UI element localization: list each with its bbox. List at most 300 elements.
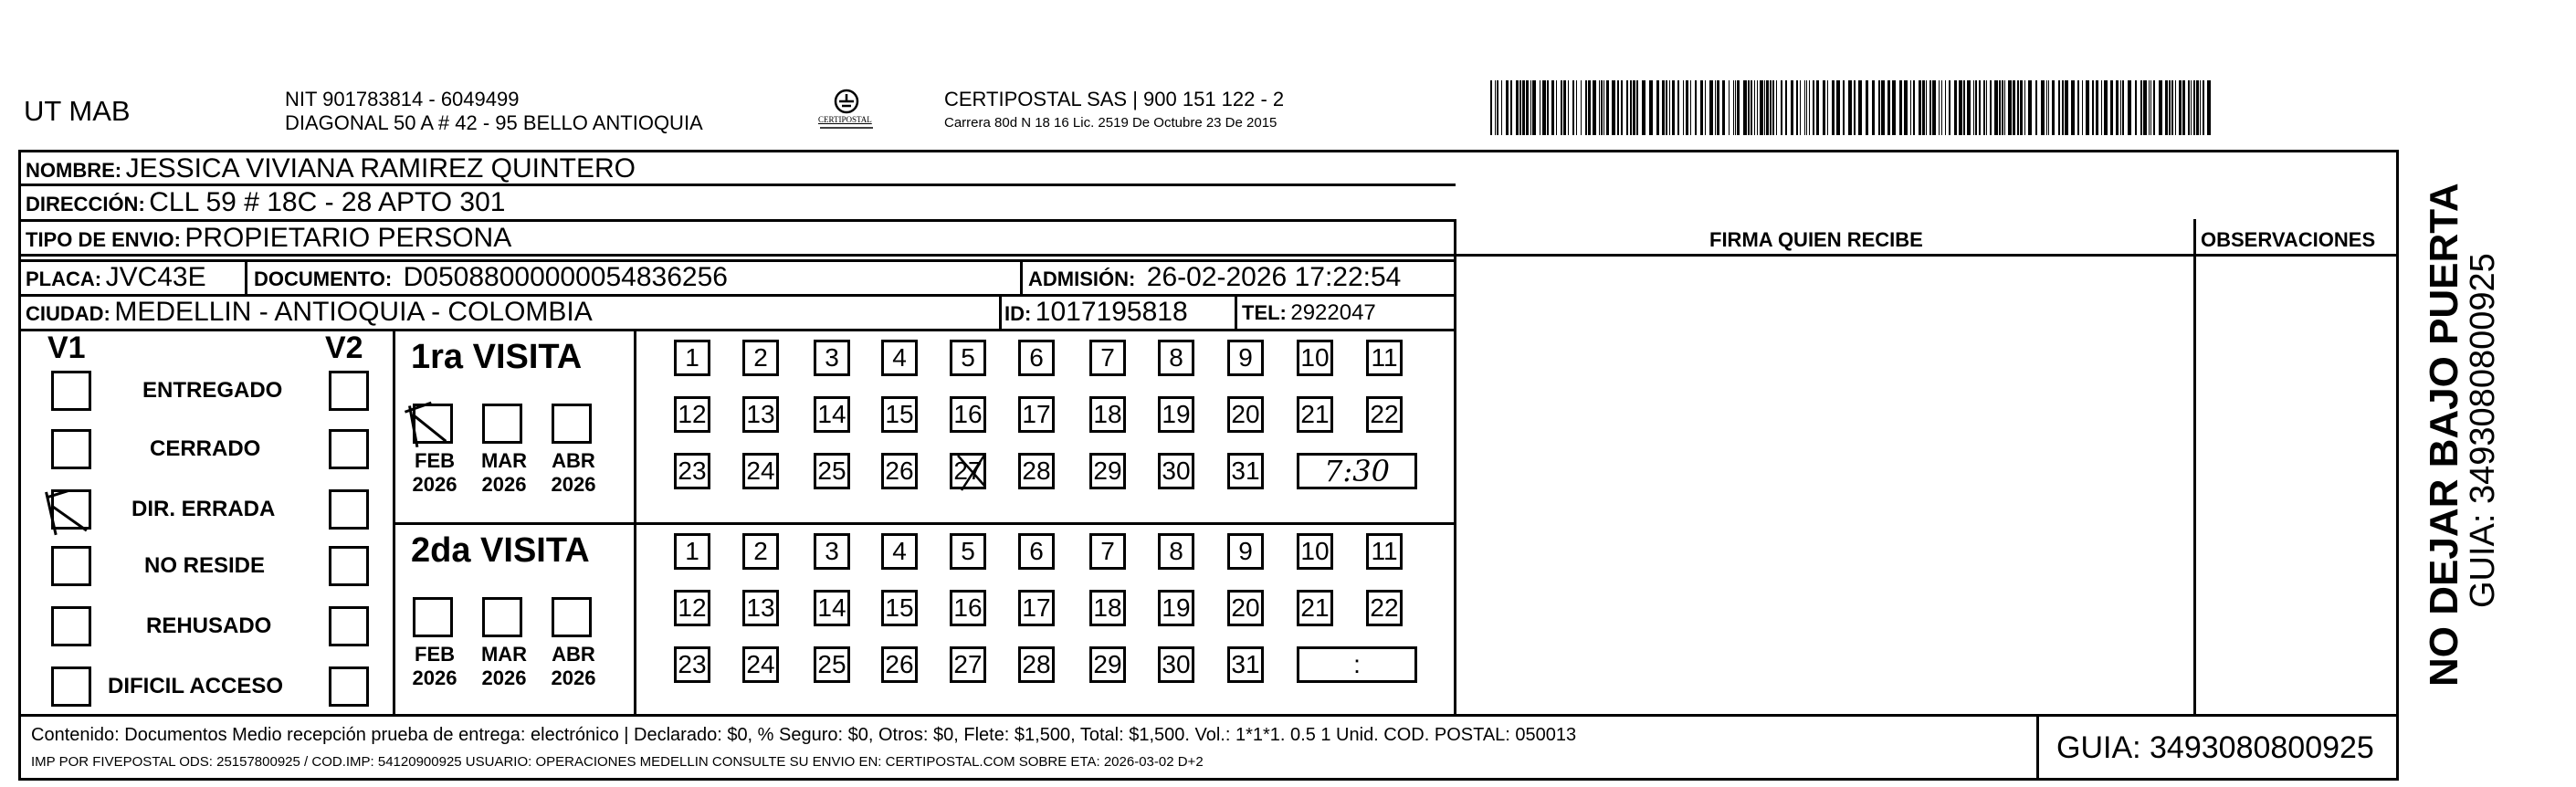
visit2-day-27[interactable]: 27 [950, 646, 986, 683]
barcode-bar [1913, 80, 1915, 135]
barcode-bar [1519, 80, 1521, 135]
month-name: ABR [552, 449, 595, 472]
month-year: 2026 [551, 473, 596, 496]
rule [393, 329, 395, 717]
carrier-name: CERTIPOSTAL SAS | 900 151 122 - 2 [944, 88, 1285, 110]
barcode-bar [1878, 80, 1880, 135]
visit2-day-3[interactable]: 3 [814, 533, 850, 570]
status-option-label: DIR. ERRADA [131, 497, 276, 521]
barcode-bar [1656, 80, 1659, 135]
barcode-bar [1932, 80, 1936, 135]
barcode-bar [1929, 80, 1931, 135]
barcode-bar [1751, 80, 1752, 135]
barcode-bar [1700, 80, 1703, 135]
visit2-day-26[interactable]: 26 [881, 646, 918, 683]
barcode-bar [1626, 80, 1628, 135]
barcode-bar [1669, 80, 1670, 135]
footer-guide: GUIA: 3493080800925 [2056, 730, 2374, 765]
visit2-day-1[interactable]: 1 [674, 533, 710, 570]
carrier-license: Carrera 80d N 18 16 Lic. 2519 De Octubre 23 De 2015 [944, 115, 1277, 131]
visit1-day-17[interactable]: 17 [1018, 396, 1055, 433]
barcode-bar [2048, 80, 2049, 135]
visit2-day-16[interactable]: 16 [950, 590, 986, 626]
visit2-day-11[interactable]: 11 [1366, 533, 1403, 570]
visit2-day-29[interactable]: 29 [1089, 646, 1126, 683]
rule [2036, 714, 2039, 781]
visit1-month-label [477, 449, 531, 497]
visit1-day-12[interactable]: 12 [674, 396, 710, 433]
barcode-bar [1872, 80, 1875, 135]
barcode-bar [1796, 80, 1798, 135]
document-field [254, 262, 728, 293]
barcode-bar [2082, 80, 2083, 135]
barcode-bar [1547, 80, 1549, 135]
v2-checkbox-rehusado[interactable] [329, 606, 369, 646]
visit2-day-8[interactable]: 8 [1158, 533, 1194, 570]
side-warning: NO DEJAR BAJO PUERTA [2422, 183, 2466, 687]
barcode-bar [1733, 80, 1734, 135]
visit2-month-label [407, 643, 462, 690]
barcode-bar [1813, 80, 1814, 135]
barcode-bar [1772, 80, 1774, 135]
type-value: PROPIETARIO PERSONA [184, 223, 512, 253]
signature-area[interactable] [1457, 257, 2192, 712]
visit2-day-2[interactable]: 2 [742, 533, 779, 570]
visit2-day-19[interactable]: 19 [1158, 590, 1194, 626]
barcode-bar [1686, 80, 1688, 135]
v1-checkbox-entregado[interactable] [51, 371, 91, 411]
name-label: NOMBRE: [26, 159, 122, 182]
barcode-bar [2143, 80, 2147, 135]
barcode-bar [1599, 80, 1600, 135]
month-year: 2026 [481, 666, 527, 689]
visit1-time-box[interactable]: 7:30 [1297, 453, 1417, 489]
visit1-day-16[interactable]: 16 [950, 396, 986, 433]
visit2-day-10[interactable]: 10 [1297, 533, 1333, 570]
barcode-bar [1715, 80, 1716, 135]
check-mark-icon [400, 397, 454, 455]
barcode-bar [2179, 80, 2182, 135]
barcode-bar [1526, 80, 1529, 135]
visit2-day-5[interactable]: 5 [950, 533, 986, 570]
footer-content: Contenido: Documentos Medio recepción prueba de entrega: electrónico | Declarado: $0, % Seguro: $0, Otros: $0, Flete: $1,500, Total: $1,500. Vol.: 1*1*1. 0.5 1 Unid. COD. POSTAL: 050013 [31, 725, 1577, 745]
month-year: 2026 [481, 473, 527, 496]
barcode-bar [1556, 80, 1557, 135]
visit1-day-4[interactable]: 4 [881, 340, 918, 376]
barcode-bar [1963, 80, 1965, 135]
rule [18, 150, 2398, 152]
v1-dir-errada-check-mark [40, 483, 93, 543]
visit1-day-26[interactable]: 26 [881, 453, 918, 489]
v2-checkbox-entregado[interactable] [329, 371, 369, 411]
barcode-bar [2035, 80, 2037, 135]
footer-imp: IMP POR FIVEPOSTAL ODS: 25157800925 / COD.IMP: 54120900925 USUARIO: OPERACIONES MEDELLIN CONSULTE SU ENVIO EN: CERTIPOSTAL.COM SOBRE ETA: 2026-03-02 D+2 [31, 754, 1204, 770]
plate-label: PLACA: [26, 268, 102, 290]
barcode-bar [2120, 80, 2121, 135]
city-label: CIUDAD: [26, 302, 110, 325]
rule [245, 259, 247, 294]
barcode-bar [1848, 80, 1852, 135]
rule [393, 522, 1456, 525]
barcode-bar [1791, 80, 1793, 135]
barcode-bar [1945, 80, 1946, 135]
rule [999, 294, 1002, 329]
barcode-bar [1581, 80, 1582, 135]
barcode-bar [1542, 80, 1546, 135]
barcode-bar [1633, 80, 1635, 135]
barcode-bar [1806, 80, 1807, 135]
day-27-cross-mark [954, 450, 991, 500]
visit1-day-28[interactable]: 28 [1018, 453, 1055, 489]
visit1-month-checkbox-abr[interactable] [552, 404, 592, 444]
barcode-bar [1910, 80, 1911, 135]
barcode-bar [1690, 80, 1691, 135]
visit2-day-24[interactable]: 24 [742, 646, 779, 683]
barcode-bar [2024, 80, 2025, 135]
barcode-bar [2020, 80, 2023, 135]
barcode-bar [1764, 80, 1765, 135]
address-value: CLL 59 # 18C - 28 APTO 301 [149, 187, 506, 217]
recipient-address-field [26, 187, 505, 218]
barcode-bar [1683, 80, 1684, 135]
v2-checkbox-no-reside[interactable] [329, 546, 369, 586]
barcode-bar [2041, 80, 2045, 135]
barcode-bar [1501, 80, 1502, 135]
v1-checkbox-cerrado[interactable] [51, 429, 91, 469]
v2-checkbox-dificil-acceso[interactable] [329, 666, 369, 707]
visit1-day-30[interactable]: 30 [1158, 453, 1194, 489]
visit1-day-10[interactable]: 10 [1297, 340, 1333, 376]
cross-mark-icon [954, 450, 991, 494]
barcode-bar [2140, 80, 2142, 135]
visit2-month-label [477, 643, 531, 690]
barcode-bar [1854, 80, 1856, 135]
barcode-bar [1832, 80, 1835, 135]
barcode-bar [2188, 80, 2190, 135]
recipient-name-field [26, 153, 636, 184]
barcode-bar [2071, 80, 2075, 135]
barcode-bar [2150, 80, 2151, 135]
barcode-bar [1585, 80, 1587, 135]
barcode-bar [1551, 80, 1554, 135]
sender-company: UT MAB [24, 95, 131, 127]
visit1-day-8[interactable]: 8 [1158, 340, 1194, 376]
visit2-title: 2da VISITA [411, 531, 590, 570]
city-value: MEDELLIN - ANTIOQUIA - COLOMBIA [114, 297, 593, 327]
visit2-day-17[interactable]: 17 [1018, 590, 1055, 626]
barcode-bar [1722, 80, 1725, 135]
feb-visit1-check-mark [400, 397, 455, 458]
barcode-bar [2017, 80, 2019, 135]
visit1-day-24[interactable]: 24 [742, 453, 779, 489]
visit1-day-14[interactable]: 14 [814, 396, 850, 433]
visit2-day-22[interactable]: 22 [1366, 590, 1403, 626]
barcode-bar [2013, 80, 2015, 135]
barcode-bar [1495, 80, 1496, 135]
barcode-bar [2207, 80, 2211, 135]
visit1-day-15[interactable]: 15 [881, 396, 918, 433]
barcode-bar [1904, 80, 1908, 135]
barcode-bar [1804, 80, 1805, 135]
barcode-bar [1975, 80, 1977, 135]
barcode-bar [1695, 80, 1697, 135]
barcode-bar [1994, 80, 1998, 135]
visit1-day-29[interactable]: 29 [1089, 453, 1126, 489]
admission-label: ADMISIÓN: [1028, 268, 1136, 290]
v1-checkbox-rehusado[interactable] [51, 606, 91, 646]
carrier-logo-icon [816, 88, 877, 133]
barcode-bar [1748, 80, 1750, 135]
barcode-bar [2149, 80, 2150, 135]
barcode-bar [2062, 80, 2064, 135]
barcode-bar [2193, 80, 2195, 135]
visit2-day-18[interactable]: 18 [1089, 590, 1126, 626]
barcode-bar [1717, 80, 1719, 135]
observations-area[interactable] [2197, 257, 2394, 712]
signature-header: FIRMA QUIEN RECIBE [1709, 228, 1923, 251]
visit2-day-30[interactable]: 30 [1158, 646, 1194, 683]
barcode-bar [2169, 80, 2171, 135]
rule [1020, 259, 1023, 294]
barcode-bar [2159, 80, 2162, 135]
barcode-bar [2122, 80, 2124, 135]
barcode [1490, 80, 2215, 135]
barcode-bar [1677, 80, 1679, 135]
rule [634, 329, 636, 717]
visit1-day-3[interactable]: 3 [814, 340, 850, 376]
barcode-bar [2046, 80, 2047, 135]
barcode-bar [2191, 80, 2192, 135]
barcode-bar [2110, 80, 2113, 135]
barcode-bar [1530, 80, 1531, 135]
barcode-bar [1843, 80, 1845, 135]
barcode-bar [2052, 80, 2055, 135]
barcode-bar [1892, 80, 1896, 135]
month-name: MAR [480, 449, 528, 472]
barcode-bar [1949, 80, 1950, 135]
month-name: ABR [552, 643, 595, 666]
month-year: 2026 [551, 666, 596, 689]
barcode-bar [1709, 80, 1713, 135]
tel-value: 2922047 [1290, 300, 1376, 325]
barcode-bar [2165, 80, 2168, 135]
barcode-bar [1816, 80, 1819, 135]
v1-label: V1 [47, 331, 86, 365]
barcode-bar [1939, 80, 1940, 135]
barcode-bar [1662, 80, 1665, 135]
visit1-day-25[interactable]: 25 [814, 453, 850, 489]
check-mark-icon [40, 483, 92, 540]
barcode-bar [1588, 80, 1591, 135]
visit1-day-18[interactable]: 18 [1089, 396, 1126, 433]
barcode-bar [1979, 80, 1981, 135]
visit2-month-checkbox-mar[interactable] [482, 597, 522, 637]
barcode-bar [1899, 80, 1902, 135]
visit1-month-label [546, 449, 601, 497]
visit2-month-checkbox-abr[interactable] [552, 597, 592, 637]
visit1-day-31[interactable]: 31 [1227, 453, 1264, 489]
barcode-bar [2086, 80, 2089, 135]
month-name: FEB [415, 643, 455, 666]
barcode-bar [1967, 80, 1971, 135]
barcode-bar [1941, 80, 1942, 135]
barcode-bar [1919, 80, 1921, 135]
barcode-bar [1959, 80, 1962, 135]
barcode-bar [1770, 80, 1772, 135]
address-label: DIRECCIÓN: [26, 193, 145, 215]
barcode-bar [2171, 80, 2173, 135]
v1-checkbox-no-reside[interactable] [51, 546, 91, 586]
visit2-month-label [546, 643, 601, 690]
status-option-label: CERRADO [150, 436, 261, 461]
observations-header: OBSERVACIONES [2201, 228, 2376, 251]
barcode-bar [1866, 80, 1868, 135]
barcode-bar [2135, 80, 2137, 135]
barcode-bar [1705, 80, 1706, 135]
barcode-bar [2008, 80, 2012, 135]
v2-checkbox-cerrado[interactable] [329, 429, 369, 469]
visit1-day-6[interactable]: 6 [1018, 340, 1055, 376]
barcode-bar [1983, 80, 1985, 135]
visit1-day-20[interactable]: 20 [1227, 396, 1264, 433]
rule [2193, 219, 2196, 717]
barcode-bar [1606, 80, 1609, 135]
visit1-day-23[interactable]: 23 [674, 453, 710, 489]
shipment-type-field [26, 223, 511, 254]
barcode-bar [2196, 80, 2199, 135]
barcode-bar [1593, 80, 1596, 135]
barcode-bar [1836, 80, 1840, 135]
rule [1235, 294, 1237, 329]
barcode-bar [1973, 80, 1974, 135]
visit1-day-11[interactable]: 11 [1366, 340, 1403, 376]
barcode-bar [1809, 80, 1810, 135]
barcode-bar [2004, 80, 2005, 135]
id-label: ID: [1004, 302, 1032, 325]
barcode-bar [1776, 80, 1777, 135]
visit2-day-12[interactable]: 12 [674, 590, 710, 626]
visit1-day-21[interactable]: 21 [1297, 396, 1333, 433]
barcode-bar [1649, 80, 1653, 135]
barcode-bar [1823, 80, 1825, 135]
barcode-bar [1510, 80, 1512, 135]
barcode-bar [2200, 80, 2201, 135]
visit2-month-checkbox-feb[interactable] [413, 597, 453, 637]
visit1-day-1[interactable]: 1 [674, 340, 710, 376]
id-field [1004, 297, 1188, 328]
tel-field [1242, 300, 1376, 326]
visit2-day-13[interactable]: 13 [742, 590, 779, 626]
barcode-bar [1922, 80, 1925, 135]
visit2-day-28[interactable]: 28 [1018, 646, 1055, 683]
visit1-day-13[interactable]: 13 [742, 396, 779, 433]
barcode-bar [1760, 80, 1763, 135]
visit2-day-6[interactable]: 6 [1018, 533, 1055, 570]
barcode-bar [1630, 80, 1632, 135]
barcode-bar [2002, 80, 2003, 135]
visit1-day-22[interactable]: 22 [1366, 396, 1403, 433]
visit1-day-7[interactable]: 7 [1089, 340, 1126, 376]
visit2-day-9[interactable]: 9 [1227, 533, 1264, 570]
barcode-bar [2092, 80, 2094, 135]
barcode-bar [2128, 80, 2131, 135]
v2-label: V2 [325, 331, 363, 365]
month-name: MAR [480, 643, 528, 666]
rule [18, 254, 2398, 257]
rule [1454, 219, 1456, 717]
barcode-bar [1532, 80, 1536, 135]
barcode-bar [2153, 80, 2155, 135]
visit2-day-20[interactable]: 20 [1227, 590, 1264, 626]
visit1-day-5[interactable]: 5 [950, 340, 986, 376]
barcode-bar [1729, 80, 1730, 135]
month-year: 2026 [412, 473, 457, 496]
barcode-bar [1563, 80, 1566, 135]
barcode-bar [1506, 80, 1509, 135]
name-value: JESSICA VIVIANA RAMIREZ QUINTERO [125, 153, 636, 184]
rule [18, 329, 1456, 331]
barcode-bar [2116, 80, 2119, 135]
month-year: 2026 [412, 666, 457, 689]
v1-checkbox-dificil-acceso[interactable] [51, 666, 91, 707]
visit2-time-box[interactable]: : [1297, 646, 1417, 683]
barcode-bar [2203, 80, 2204, 135]
carrier-logo [816, 88, 877, 133]
barcode-bar [1612, 80, 1615, 135]
status-option-label: ENTREGADO [142, 378, 283, 403]
barcode-bar [2058, 80, 2060, 135]
barcode-bar [1785, 80, 1787, 135]
barcode-bar [1572, 80, 1574, 135]
barcode-bar [1800, 80, 1801, 135]
v2-checkbox-dir-errada[interactable] [329, 489, 369, 530]
visit1-day-2[interactable]: 2 [742, 340, 779, 376]
barcode-bar [1490, 80, 1492, 135]
barcode-bar [2096, 80, 2098, 135]
sender-address: DIAGONAL 50 A # 42 - 95 BELLO ANTIOQUIA [285, 111, 703, 134]
barcode-bar [1636, 80, 1638, 135]
status-option-label: DIFICIL ACCESO [108, 674, 284, 698]
barcode-image [1490, 80, 2215, 135]
barcode-bar [2101, 80, 2102, 135]
tel-label: TEL: [1242, 301, 1287, 324]
visit2-day-25[interactable]: 25 [814, 646, 850, 683]
status-option-label: REHUSADO [146, 614, 272, 638]
visit1-day-19[interactable]: 19 [1158, 396, 1194, 433]
visit2-day-4[interactable]: 4 [881, 533, 918, 570]
visit1-month-checkbox-mar[interactable] [482, 404, 522, 444]
rule [18, 219, 1456, 222]
plate-field [26, 262, 206, 293]
visit2-day-15[interactable]: 15 [881, 590, 918, 626]
visit2-day-23[interactable]: 23 [674, 646, 710, 683]
visit2-day-21[interactable]: 21 [1297, 590, 1333, 626]
visit1-day-9[interactable]: 9 [1227, 340, 1264, 376]
visit2-day-14[interactable]: 14 [814, 590, 850, 626]
barcode-bar [1568, 80, 1569, 135]
barcode-bar [1516, 80, 1519, 135]
rule [18, 714, 2398, 717]
visit1-day-27[interactable]: 27 [950, 453, 986, 489]
visit2-day-31[interactable]: 31 [1227, 646, 1264, 683]
month-name: FEB [415, 449, 455, 472]
barcode-bar [1522, 80, 1525, 135]
visit2-day-7[interactable]: 7 [1089, 533, 1126, 570]
type-label: TIPO DE ENVIO: [26, 228, 181, 251]
status-option-label: NO RESIDE [144, 553, 266, 578]
barcode-bar [2182, 80, 2185, 135]
barcode-bar [1666, 80, 1667, 135]
